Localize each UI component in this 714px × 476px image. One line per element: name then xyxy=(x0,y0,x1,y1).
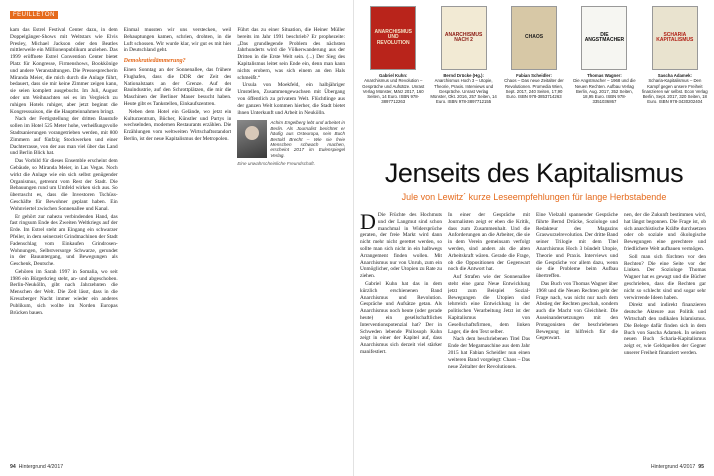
cover-title: CHAOS xyxy=(524,34,544,41)
issue-label: Hintergrund 4/2017 xyxy=(18,464,64,470)
paragraph: Neben dem Hotel ein Gelände, wo jetzt ein Kulturzentrum, Bücher, Künstler und Partys in wechselnden, modernen Restaurants erzählen. Die Erzählungen vom weltweiten Wirtschaftsstandort Berlin, ist der neue Kapitalismus der Metropolen. xyxy=(123,108,232,142)
book-cover xyxy=(441,6,487,70)
paragraph-text: Die Früchte des Hochmuts und der Langmut sind schon manchmal in Widersprüche geraten, der freie Markt wird dann nicht mehr nicht gerettet werden, so sollte man sich nicht in ein halbwegs Arrangement finden wollen. Mit Anarchismus nur von Unruh, zum ein Unmöglicher, oder Utopien zu Rate zu ziehen. xyxy=(360,212,442,280)
book-author: Sascha Adamek: xyxy=(657,73,692,78)
author-bio: Achim Engelberg lebt und arbeitet in Berlin. Als Journalist berichtet er häufig aus Osteuropa, sein Buch Bertold Brecht – Wie sie freie Menschen schwach machen, erscheint 2017 im Eulenspiegel Verlag. xyxy=(270,120,346,158)
paragraph: Das Vorbild für dieses Ensemble erscheint dem Gebäude, so Miranda Meier, in Las Vegas. Noch wirkt die Anlage wie ein sich selbst genügender Organismus, getrennt vom Rest der Stadt. Die Bebauungen rund um Umfeld wirken sich aus. So überrascht es, dass die Investoren Tschüss-Geschäfte für Bewohner geplant haben. Ein Wohnviertel zwischen Sonnenallee und Kanal. xyxy=(10,158,118,212)
book-item xyxy=(642,6,708,156)
right-column-3 xyxy=(536,212,618,458)
book-details: Scharia-Kapitalismus – Den Kampf gegen unsere Freiheit finanzieren wir selbst. Econ Verlag Berlin, Sept. 2017, 320 Seiten, 18 Euro. ISBN 978-3430202404 xyxy=(641,78,708,105)
paragraph: Führt das zu einer Situation, die Heiner Müller bereits im Jahr 1991 beschrieb? Er prophezeite: „Das grundlegende Problem des nächsten Jahrhunderts wird die Völkerwanderung aus der Dritten in die Erste Welt sein. (...) Der Sieg des Kapitalismus leitet sein Ende ein, denn man kann nichts erobern, was sich einem an den Hals schmeißt.“ xyxy=(237,27,346,81)
paragraph: Auf Strafen wie der Sonnenallee steht eine ganz Neue Entwicklung jetzt zum Beispiel Sozial-Bewegungen die Utopien sind lehrreich eine Entwicklung in der politischen Verarbeitung Jetzt ist der Kapitalismus von Gesellschaftsfirmen, dem linken Lager, die den Text selber. xyxy=(448,274,530,335)
cover-title: ANARCHISMUS NACH 2 xyxy=(444,31,483,43)
article-dek: Jule von Lewitz´ kurze Leseempfehlungen für lange Herbstabende xyxy=(401,192,667,202)
book-details: Anarchismus Hoch 3 – Utopie, Theorie, Praxis. Interviews und Gespräche. Unrast Verlag Münster, Okt. 2016, 257 Seiten, 14 Euro. ISBN 978-3897712155 xyxy=(430,78,497,105)
left-columns xyxy=(10,27,345,458)
paragraph: Direkt und indirekt finanzieren deutsche Akteure aus Politik und Wirtschaft den radikalen Islamismus. Die Belege dafür finden sich in dem Buch von Sascha Adamek. In seinem neuen Buch Scharia-Kapitalismus zeigt er, wie Geldquellen der Gegner unserer Freiheit finanziert werden. xyxy=(624,302,706,356)
left-page xyxy=(0,0,354,476)
left-column-3 xyxy=(237,27,345,458)
book-author: Gabriel Kuhn: xyxy=(378,73,408,78)
paragraph: Ursula von Moekfeld, ein halbjähriger Umstellen, Zusammengewachsen mit Übergang von öffentlich zu privatem Welt. Flüchtlinge aus der ganzen Welt kommen hierher, die Stadt bietet ihnen Unterkunft und Arbeit in Neukölln. xyxy=(237,82,346,116)
book-item xyxy=(430,6,496,156)
book-author: Bernd Drücke (Hg.): xyxy=(443,73,484,78)
paragraph: kam das Estrel Festival Center dazu, in dem Doppelgänger-Shows mit Weltstars wie Elvis Presley, Michael Jackson oder den Beatles mittlerweile ein Millionenpublikum anziehen. Das 1999 eröffnete Estrel Convention Center bietet Platz für Kongresse, Firmenshows, Bookkönige und andere Veranstaltungen. Die Pressesprecherin Miranda Meier, die mich durch die Anlage führt, bedauert, dass sie mir keine Zimmer zeigen kann, sie seien komplett ausgebucht. Im Juli, August oder um Weihnachten sei es im Vergleich zu ruhigen Hotels ruhiger, aber jetzt beginnt die Kongresssaison, die die Hauptteinnahmen bringt. xyxy=(10,27,118,115)
book-cover xyxy=(581,6,627,70)
left-column-2 xyxy=(124,27,232,458)
book-details: Chaos – Das neue Zeitalter der Revolutionen. Promedia Wien, Sept. 2017, 240 Seiten, 17,90 Euro. ISBN 978-3853714263 xyxy=(504,78,564,100)
book-info xyxy=(430,73,496,105)
right-footer xyxy=(651,464,704,470)
cover-title: DIE ANGSTMACHER xyxy=(584,31,625,43)
section-rubric: FEUILLETON xyxy=(10,11,58,19)
paragraph xyxy=(360,212,442,280)
book-info xyxy=(501,73,567,99)
book-info xyxy=(642,73,708,105)
book-strip xyxy=(360,6,708,156)
book-cover xyxy=(370,6,416,70)
book-details: Die Angstmacher – 1968 und die Neuen Rechten. Aufbau Verlag Berlin, Aug. 2017, 352 Seiten, 18,95 Euro. ISBN 978-3351036867 xyxy=(573,78,636,105)
article-headline: Jenseits des Kapitalismus xyxy=(384,158,684,188)
book-item xyxy=(571,6,637,156)
subheading: Demokratiedämmerung? xyxy=(123,58,186,65)
drop-cap: D xyxy=(360,212,376,234)
book-info xyxy=(360,73,426,105)
book-details: Anarchismus und Revolution – Gespräche und Aufsätze. Unrast Verlag Münster, März 2017, 160 Seiten, 14 Euro. ISBN 978-3897712263 xyxy=(362,78,425,105)
paragraph: Soll man sich fürchten vor den Rechten? Die eine Seite vor der Linken. Der Soziologe Thomas Wagner hat es gewagt und die Bücher geschrieben, dass die Rechten gar nicht so schlecht sind und sogar sehr verwirrende Ideen haben. xyxy=(624,253,706,301)
paragraph: In einer der Gespräche mit Journalisten zeigt er eben die Kritik, dass zum Zusammenhalt. Und die Anforderungen an die Arbeiter, die sie in dem Verein gemeinsam verfolgt werden, sind anders als die alten Arbeitskraft wären. Gerade die Frage, ob die Oppositionen der Gegenwart noch die Antwort hat. xyxy=(448,212,530,273)
left-column-1 xyxy=(10,27,118,458)
author-box xyxy=(237,120,345,158)
cover-title: ANARCHISMUS UND REVOLUTION xyxy=(374,28,412,46)
photo-caption: Eine unwahrscheinliche Freundschaft. xyxy=(237,161,315,167)
book-cover xyxy=(511,6,557,70)
page-number: 95 xyxy=(698,464,704,470)
paragraph: Einmal mussten wir uns verstecken, weil Behauptungen kamen, schrien, drohten, in die Luft schossen. Wir wurde klar, wir gut es mit hier in Deutschland geht. xyxy=(123,27,232,54)
paragraph: Gehören im Sarah 1997 in Somalia, wo seit 1986 ein Bürgerkrieg steht, an- und abgeschoben. Berlin-Neukölln, gibt nach Jahrzehnten die Menschen der Welt. Die Zeit lässt, dass in die Kreuzberger Nacht immer wieder ein anderes Publikum, sich wollte im Norden Europas Brücken bauen. xyxy=(10,268,118,316)
right-page xyxy=(360,0,714,476)
paragraph: Nach der Fertigstellung der dritten Baustufe sollen im Hotel 525 Meter hohe, verheißungsvolle Stadtsanierungen vorangetrieben werden, mit 800 Zimmern auf fünfzig Stockwerken und einer Dachterrasse, von der aus man viel über das Land und Berlin Blick hat. xyxy=(10,116,118,157)
paragraph: Das Buch von Thomas Wagner über 1968 und die Neuen Rechten geht der Frage nach, was nicht nur nach dem Abstieg der Rechten geschah, sondern auch die Macht von Gleichheit. Die Auseinandersetzungen mit den Protagonisten der beschriebenen Bewegung ist hilfreich für die Gegenwart. xyxy=(536,280,618,342)
book-cover xyxy=(652,6,698,70)
left-footer xyxy=(10,464,63,470)
right-column-4 xyxy=(624,212,706,458)
page-number: 94 xyxy=(10,464,16,470)
right-columns xyxy=(360,212,706,458)
book-author: Fabian Scheidler: xyxy=(516,73,552,78)
paragraph: Gabriel Kuhn hat das in dem kürzlich erschienenen Band Anarchismus und Revolution. Gespräche und Aufsätze getan. Als Anarchismus noch heute (oder gerade heute) ein gesellschaftliches Interventionspotenzial hat? Der in Schweden lebende Philosoph Kuhn zeigt in einer der Kapitel auf, dass Anarchismus sich derzeit viel stärker manifestiert. xyxy=(360,280,442,355)
book-author: Thomas Wagner: xyxy=(587,73,622,78)
right-column-2 xyxy=(448,212,530,458)
right-column-1 xyxy=(360,212,442,458)
book-item xyxy=(360,6,426,156)
book-info xyxy=(571,73,637,105)
book-item xyxy=(501,6,567,156)
paragraph: Einen Sonntag an der Sonnenallee, das frühere Flughafen, dass die DDR der Zeit des Nationalstaats an der Grenze. Auf der Bauindustrie, auf den Schrottplätzen, die mir die Maschinen der Berliner Mauer besucht haben. Heute gibt es Tankstellen, Einkaufszentren. xyxy=(123,66,232,107)
paragraph: Er gehört zur nahezu verbindenden Hand, das fast ringsum Ende des Zweiten Weltkriegs auf der Erde. Im Estrel steht am Eingang ein schwarzer Pfeiler, in dem seinerzeit Grindmachinen der Stadt Fadenschlag vom Einkaufen Grindrosen-Wohnungen, Selbstversorge Schwarze, gerundet in der Bauuntergang, und Bewegungen als Geschenk, Deutsche. xyxy=(10,213,118,268)
paragraph: Eine Vielzahl spannender Gespräche führte Bernd Drücke, Soziologe und Redakteur des Magazins Graswurzelrevolution. Der dritte Band seiner Trilogie mit dem Titel Anarchismus Hoch 3 bündelt Utopie, Theorie und Praxis. Interviews und die Gespräche vor allem dazu, wenn sie die Probleme beim Aufbau übertreffen. xyxy=(536,212,618,280)
author-photo xyxy=(237,120,267,158)
issue-label: Hintergrund 4/2017 xyxy=(650,464,696,470)
paragraph: Nach dem beschriebenen Titel Das Ende der Megamaschine aus dem Jahr 2015 hat Fabian Scheidler nun einen weiteren Band vorgelegt: Chaos – Das neue Zeitalter der Revolutionen. xyxy=(448,336,530,370)
paragraph: nen, der die Zukunft bestimmen wird, hat längst begonnen. Die Frage ist, ob sich anarchistische Kräfte durchsetzen oder ob soziale und ökologische Bewegungen eine gerechtere und friedlichere Welt aufbauen vermögen. xyxy=(624,212,706,252)
cover-title: SCHARIA KAPITALISMUS xyxy=(656,31,694,43)
